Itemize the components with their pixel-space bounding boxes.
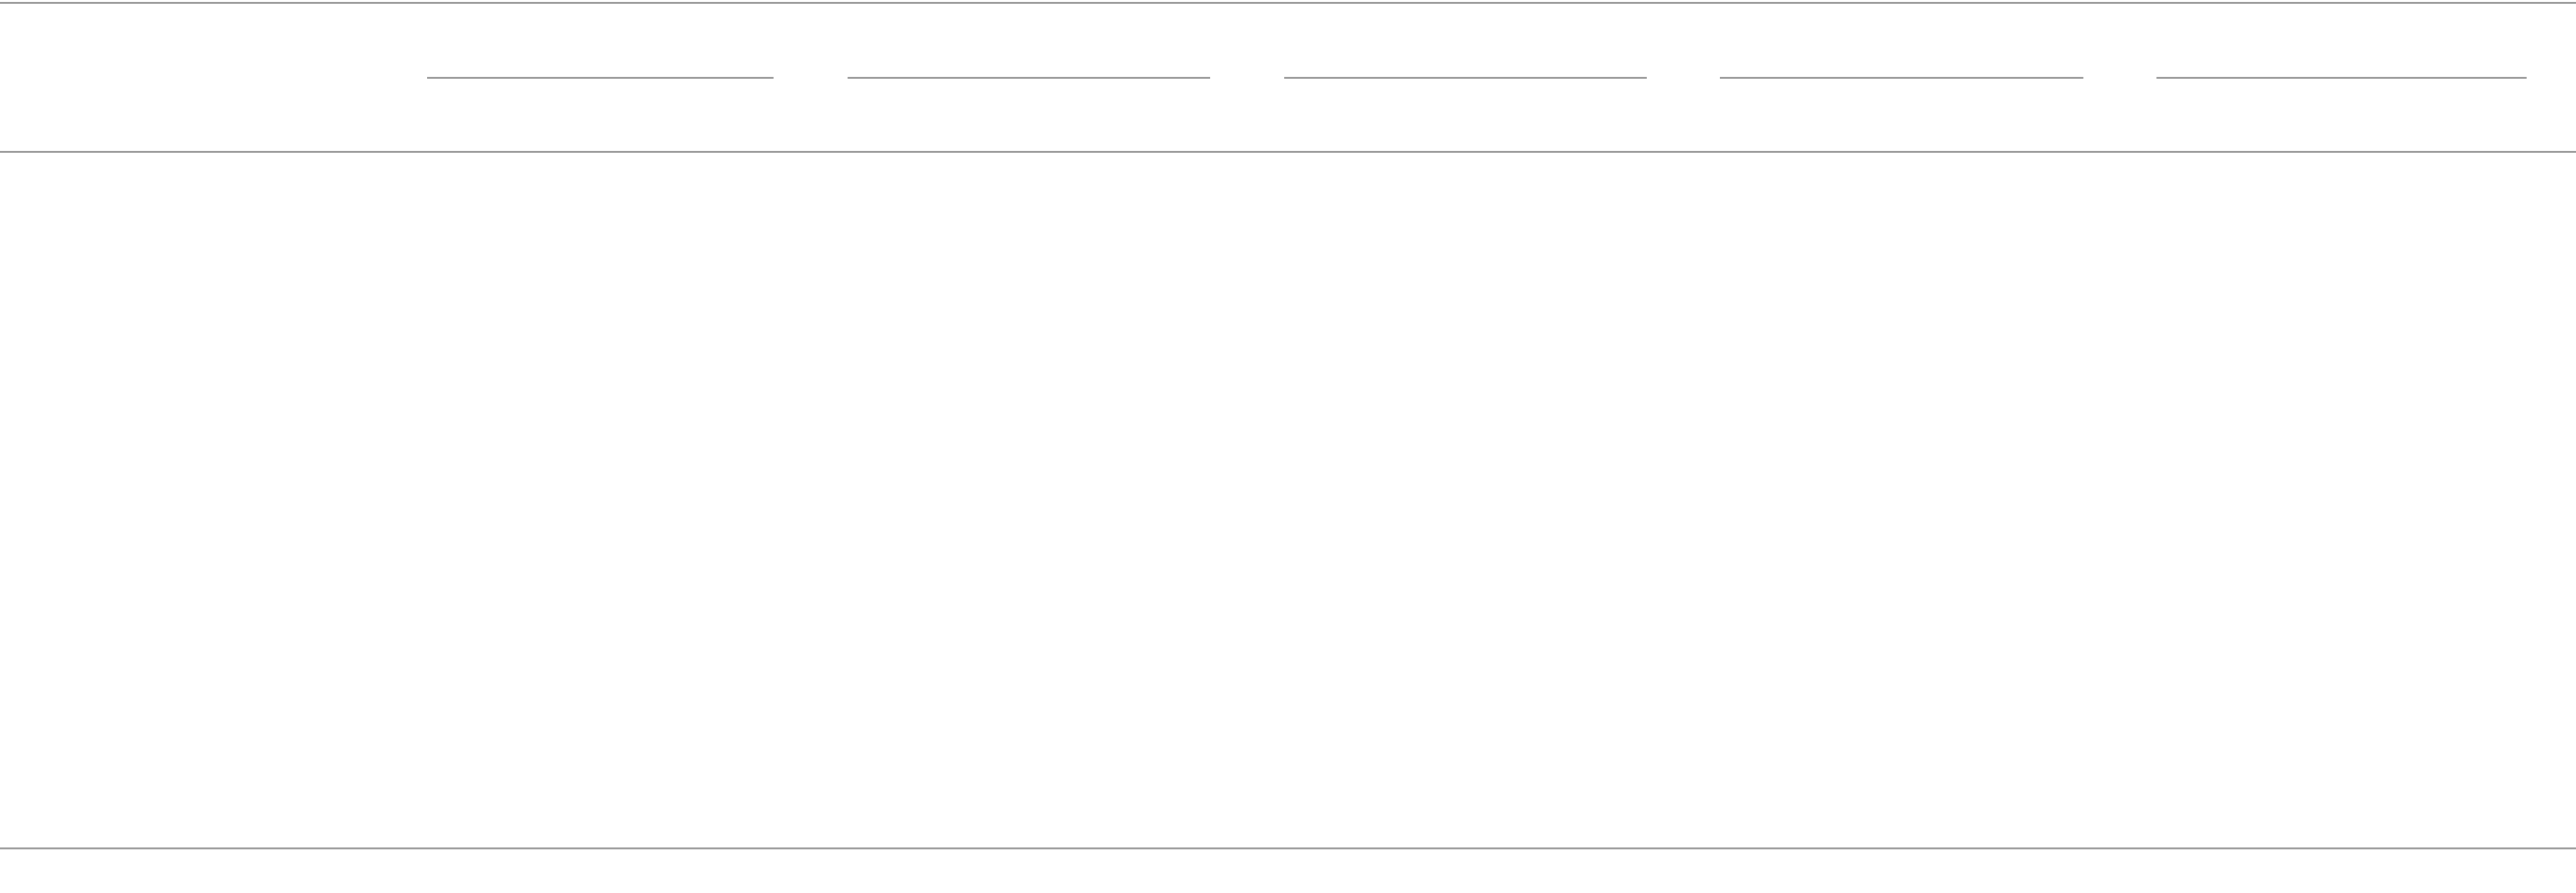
step-3-rule <box>1284 77 1647 79</box>
step-4-rule <box>1720 77 2083 79</box>
bottom-rule <box>0 847 2576 849</box>
step-5-rule <box>2156 77 2527 79</box>
step-1-rule <box>427 77 774 79</box>
header-rule <box>0 151 2576 153</box>
step-2-rule <box>848 77 1210 79</box>
top-rule <box>0 2 2576 4</box>
